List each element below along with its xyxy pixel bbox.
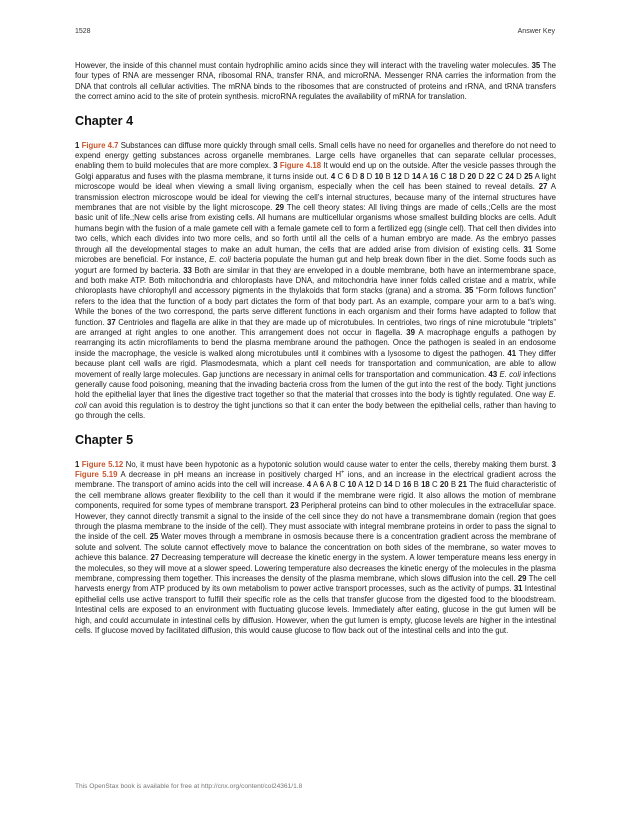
question-number: 3 [273,161,278,171]
question-number: 27 [538,182,548,192]
question-number: 25 [149,532,159,542]
answer-text: The cell harvests energy from ATP produced by its own metabolism to power active transport processes, such as the activity of pumps. [75,574,556,594]
answer-text: infections generally cause food poisoning, meaning that the invading bacteria cross from the lumen of the gut into the rest of the body. Tight junctions hold the epithelial layer that lines the digestive tract together so that the material that crosses into the body is tightly regulated. One way [75,369,557,400]
answer-text: The cell theory states: All living things are made of cells.;Cells are the most basic unit of life.;New cells arise from existing cells. All humans are multicellular organisms whose smallest building blocks are cells. Adult humans begin with the fusion of a male gamete cell with a female gamete cell to form a fertilized egg (single cell). That cell then divides into two cells, which each divides into two more cells, and so forth until all the cells of a human embryo are made. As the embryo passes through all the developmental stages to make an adult human, the cells that are added arise from division of existing cells. [75,203,556,254]
question-number: 25 [524,171,533,181]
question-number: 33 [183,265,192,275]
question-number: 24 [505,171,514,181]
answer-text: Intestinal epithelial cells use active transport to fulfill their specific role as the cells that transfer glucose from the digested food to the bloodstream. Intestinal cells are exposed to an environment with fluctuating glucose levels. Immediately after eating, glucose in the gut lumen will be high, and could accumulate in intestinal cells by diffusion. However, when the gut lumen is empty, glucose levels are higher in the intestinal cells. If glucose moved by facilitated diffusion, this would cause glucose to flow back out of the intestinal cells and into the gut. [75,584,556,636]
question-number: 4 [306,480,312,490]
question-number: 31 [523,244,533,254]
question-number: 4 [330,171,336,181]
question-number: 14 [383,480,393,490]
question-number: 6 [319,480,325,490]
question-number: 10 [347,480,357,490]
question-number: 20 [439,480,449,490]
question-number: 39 [406,327,415,337]
answer-text: It would end up on the outside. After the vesicle passes through the Golgi apparatus and fuses with the plasma membrane, it turns inside out. [75,161,556,181]
question-number: 1 [75,140,80,150]
answer-text: They differ because plant cell walls are rigid. Plasmodesmata, which a plant cell needs for transportation and communication, are able to allow movement of really large molecules. Gap junctions are necessary in animal cells for transportation and communication. [75,348,557,379]
question-number: 31 [513,584,523,594]
question-number: 14 [411,171,421,181]
italic-term: E. coli [209,255,231,265]
answer-text: Water moves through a membrane in osmosis because there is a concentration gradient across the membrane of solute and solvent. The solute cannot effectively move to balance the concentration on both sides of the membrane, so water moves to achieve this balance. [75,532,556,563]
question-number: 18 [448,171,458,181]
answer-text: D [349,171,361,181]
question-number: 8 [333,480,338,490]
answer-text: C [335,171,346,181]
answer-text: D [373,480,384,490]
answer-text: Both are similar in that they are enveloped in a double membrane, both have an intermembrane space, and both make ATP. Both mitochondria and chloroplasts have DNA, and mitochondria have inner folds called cristae and a matrix, while chloroplasts have chlorophyll and accessory pigments in the thylakoids that form stacks (grana) and a stroma. [75,265,556,296]
question-number: 35 [531,61,541,70]
figure-link[interactable]: Figure 4.7 [81,140,119,150]
answer-text: D [476,171,487,181]
answer-text: No, it must have been hypotonic as a hypotonic solution would cause water to enter the cells, thereby making them burst. [123,459,552,469]
chapter-5-heading: Chapter 5 [75,432,134,447]
answer-text: A [324,480,334,490]
question-number: 37 [107,317,116,327]
italic-term: E. coli [75,390,556,410]
answer-text: C [429,480,440,490]
question-number: 29 [275,203,285,213]
question-number: 3 [551,459,556,469]
question-number: 18 [421,480,430,490]
question-number: 29 [517,574,527,584]
answer-text: A light microscope would be ideal when viewing a small living organism, especially when the cell has been stained to reveal details. [75,171,557,192]
question-number: 23 [290,501,299,511]
page-footer: This OpenStax book is available for free at http://cnx.org/content/col24361/1.8 [75,783,303,790]
question-number: 35 [464,286,474,296]
answer-text: The fluid characteristic of the cell membrane allows greater flexibility to the cell than it would if the membrane were rigid. It also allows the motion of membrane components, required for some types of membrane transport. [75,480,556,511]
question-number: 8 [360,171,365,181]
answer-text: Decreasing temperature will decrease the kinetic energy in the system. A lower temperature means less energy in the molecules, so they will move at a slower speed. Lowering temperature also decreases the kinetic energy of the molecules in the plasma membrane, compressing them together. This increases the density of the plasma membrane, which slows diffusion into the cell. [75,553,557,584]
chapter-4-answers [75,141,556,422]
answer-text: A [311,480,320,490]
answer-text: A transmission electron microscope would be ideal for viewing the cell’s internal structures, because many of the internal structures have membranes that are not visible by the light microscope. [75,182,557,213]
question-number: 41 [507,348,517,358]
figure-link[interactable]: Figure 5.12 [81,459,124,469]
question-number: 27 [150,553,160,563]
answer-text: However, the inside of this channel must contain hydrophilic amino acids since they will interact with the traveling water molecules. [75,61,532,70]
answer-text: B [411,480,422,490]
question-number: 12 [393,171,402,181]
running-title: Answer Key [517,28,555,35]
intro-paragraph [75,61,556,103]
answer-text: A [356,480,366,490]
question-number: 16 [429,171,439,181]
question-number: 43 [488,369,498,379]
answer-text: B [448,480,459,490]
chapter-4-heading: Chapter 4 [75,113,134,128]
answer-text: Substances can diffuse more quickly through small cells. Small cells have no need for organelles and therefore do not need to expend energy getting substances across organelle membranes. Large cells have organelles that can separate cellular processes, enabling them to build molecules that are more complex. [75,140,556,171]
answer-text: A macrophage engulfs a pathogen by rearranging its actin microfilaments to bend the plasma membrane around the pathogen. Once the pathogen is sealed in an endosome inside the macrophage, the vesicle is walked along microtubules until it combines with a lysosome to digest the pathogen. [75,327,556,358]
answer-text: can avoid this regulation is to destroy the tight junctions so that it can enter the body between the epithelial cells, rather than having to go through the cells. [75,400,556,421]
answer-text: ions, and an increase in the electrical gradient across the membrane. The transport of amino acids into the cell will increase. [75,470,556,490]
answer-text: Centrioles and flagella are alike in that they are made up of microtubules. In centrioles, two rings of nine microtubule “triplets” are arranged at right angles to one another. This arrangement does not occur in flagella. [75,317,556,337]
question-number: 16 [402,480,412,490]
answer-text: D [364,171,375,181]
answer-text: D [457,171,468,181]
answer-text: C [438,171,449,181]
answer-text: C [337,480,348,490]
question-number: 12 [365,480,374,490]
page-content [75,61,556,637]
page-number: 1528 [75,28,91,35]
question-number: 22 [486,171,495,181]
answer-text: A decrease in pH means an increase in positively charged H [117,470,342,479]
answer-text: “Form follows function” refers to the idea that the function of a body part dictates the form of that body part. As an example, compare your arm to a bat’s wing. While the bones of the two correspond, the parts serve different functions in each organism and their forms have adapted to follow that function. [75,286,556,327]
figure-link[interactable]: Figure 5.19 [75,470,118,479]
answer-text: The four types of RNA are messenger RNA, ribosomal RNA, transfer RNA, and microRNA. Messenger RNA carries the information from the DNA that controls all cellular activities. The mRNA binds to the ribosomes that are constructed of proteins and rRNA, and tRNA transfers the correct amino acid to the site of protein synthesis. microRNA regulates the availability of mRNA for translation. [75,61,556,102]
superscript: + [341,469,345,476]
answer-text: D [513,171,525,181]
answer-text: Peripheral proteins can bind to other molecules in the extracellular space. However, they cannot directly transmit a signal to the inside of the cell since they do not have a transmembrane domain (region that goes through the plasma membrane to the inside of the cell). They must associate with integral membrane proteins in order to pass the signal to the inside of the cell. [75,501,556,542]
figure-link[interactable]: Figure 4.18 [279,161,322,171]
answer-text: D [401,171,412,181]
question-number: 21 [458,480,467,490]
answer-text: bacteria populate the human gut and help break down fiber in the diet. Some foods such as yogurt are formed by bacteria. [75,255,556,275]
question-number: 6 [345,171,350,181]
answer-text: C [494,171,506,181]
answer-text: B [383,171,394,181]
question-number: 1 [75,459,80,469]
question-number: 10 [374,171,384,181]
answer-text: Some microbes are beneficial. For instance, [75,244,556,265]
answer-text: A [420,171,430,181]
question-number: 20 [467,171,477,181]
answer-text: D [392,480,403,490]
italic-term: E. coli [499,369,521,379]
chapter-5-answers [75,460,556,637]
